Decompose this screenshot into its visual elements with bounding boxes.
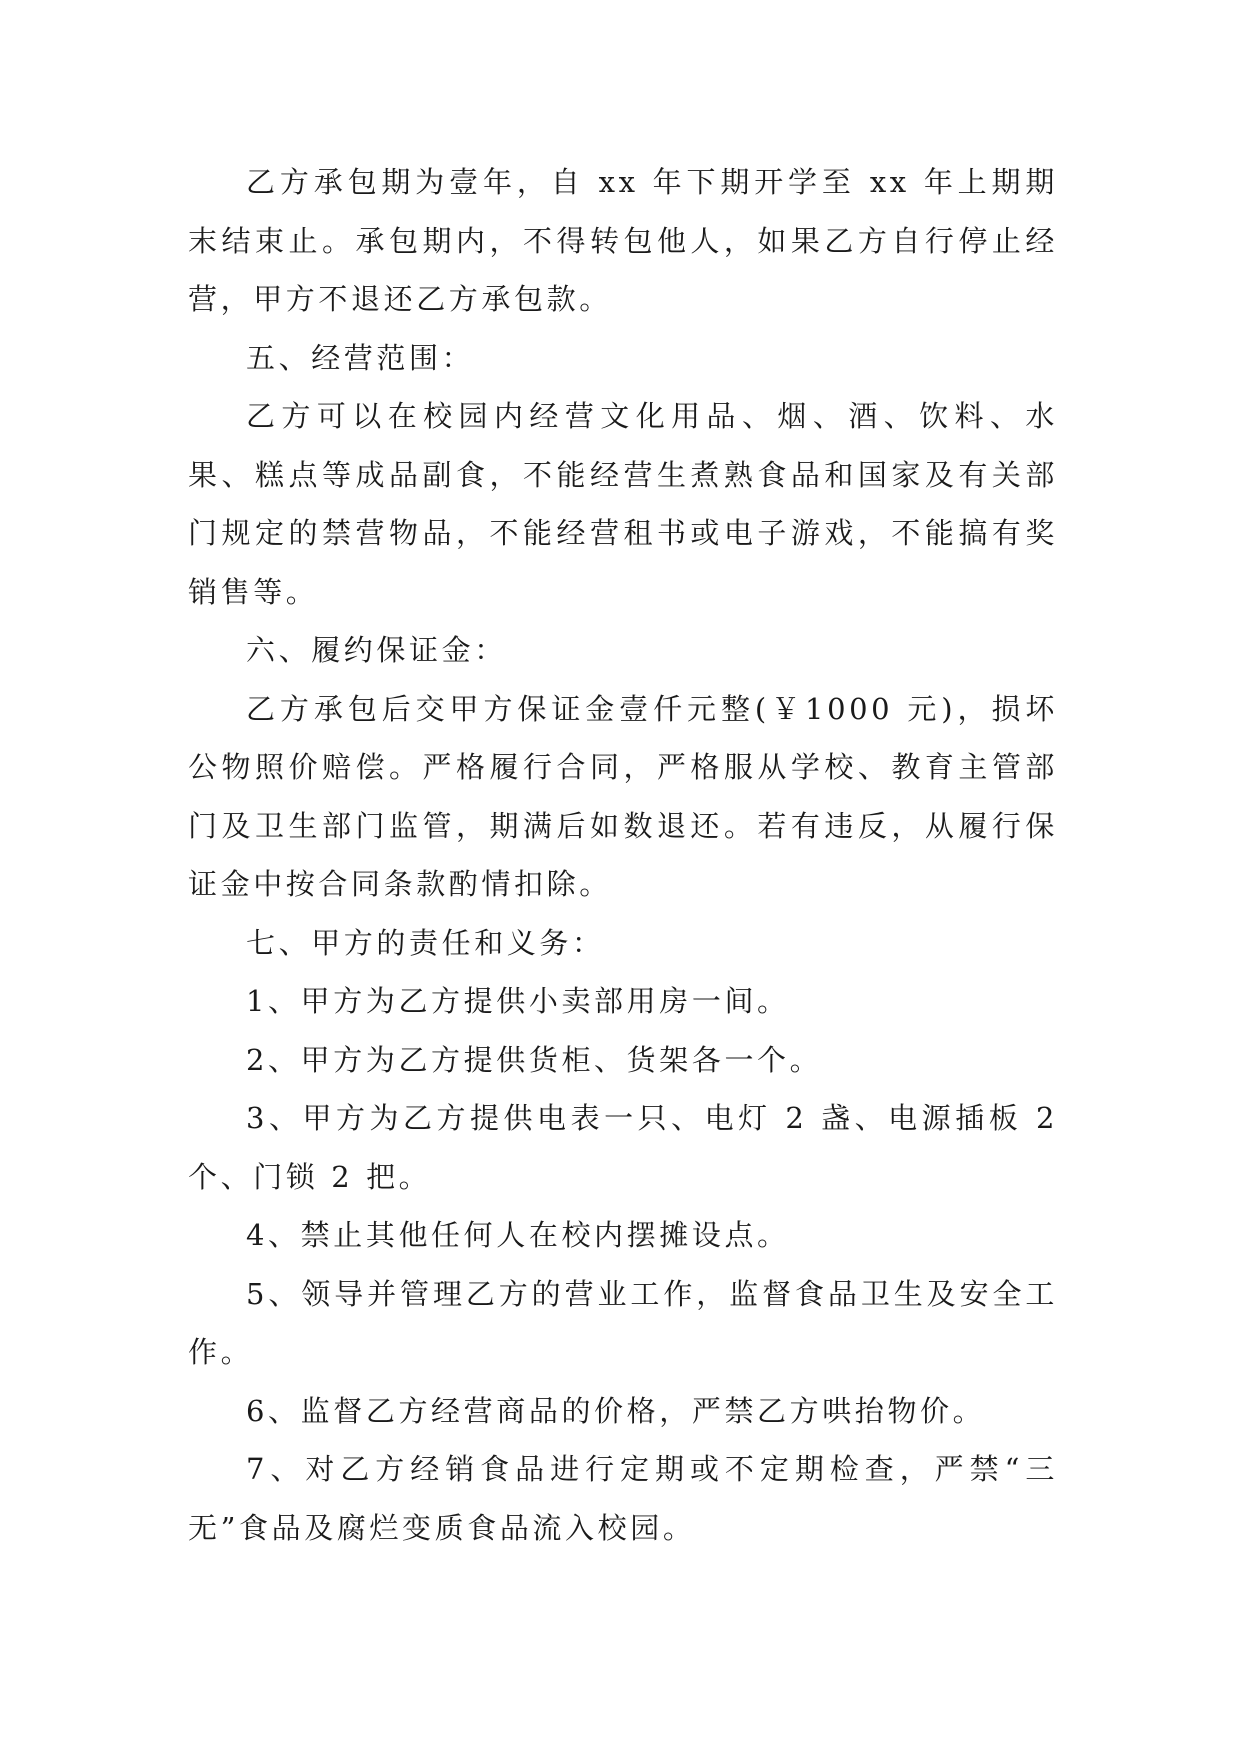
document-body	[188, 153, 1058, 1557]
section-heading-party-a-duties: 七、甲方的责任和义务：	[246, 925, 605, 960]
paragraph-performance-deposit: 乙方承包后交甲方保证金壹仟元整(￥1000 元)，损坏公物照价赔偿。严格履行合同，严格服从学校、教育主管部门及卫生部门监管，期满后如数退还。若有违反，从履行保证金中按合同条款酌情扣除。	[188, 691, 1058, 901]
section-heading-business-scope: 五、经营范围：	[246, 340, 475, 375]
section-heading-performance-deposit: 六、履约保证金：	[246, 633, 507, 667]
list-item-duty-4: 4、禁止其他任何人在校内摆摊设点。	[246, 1218, 790, 1252]
paragraph-business-scope: 乙方可以在校园内经营文化用品、烟、酒、饮料、水果、糕点等成品副食，不能经营生煮熟食品和国家及有关部门规定的禁营物品，不能经营租书或电子游戏，不能搞有奖销售等。	[188, 399, 1058, 609]
list-item-duty-6: 6、监督乙方经营商品的价格，严禁乙方哄抬物价。	[246, 1393, 986, 1428]
list-item-duty-5: 5、领导并管理乙方的营业工作，监督食品卫生及安全工作。	[188, 1276, 1058, 1369]
paragraph-contract-term: 乙方承包期为壹年，自 xx 年下期开学至 xx 年上期期末结束止。承包期内，不得转包他人，如果乙方自行停止经营，甲方不退还乙方承包款。	[188, 165, 1058, 316]
list-item-duty-7: 7、对乙方经销食品进行定期或不定期检查，严禁“三无”食品及腐烂变质食品流入校园。	[188, 1452, 1058, 1545]
list-item-duty-1: 1、甲方为乙方提供小卖部用房一间。	[246, 984, 790, 1018]
list-item-duty-2: 2、甲方为乙方提供货柜、货架各一个。	[246, 1042, 823, 1077]
list-item-duty-3: 3、甲方为乙方提供电表一只、电灯 2 盏、电源插板 2 个、门锁 2 把。	[188, 1101, 1058, 1194]
